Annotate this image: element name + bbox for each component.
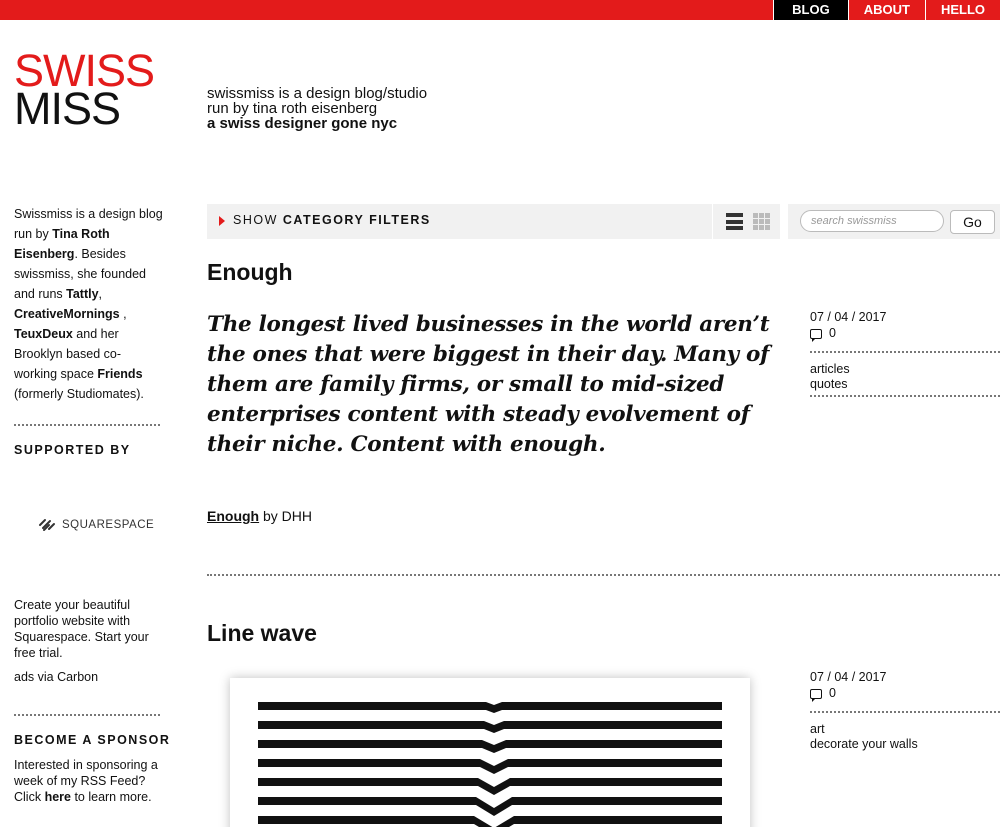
meta-divider bbox=[810, 395, 1000, 397]
creativemornings-link[interactable]: CreativeMornings bbox=[14, 307, 120, 321]
squarespace-ad-logo[interactable] bbox=[38, 518, 154, 532]
intro-text-1: Swissmiss is a design blog run by bbox=[14, 207, 163, 241]
ads-via-carbon[interactable]: ads via Carbon bbox=[14, 670, 99, 684]
logo-line-2: MISS bbox=[14, 83, 121, 134]
tagline-line-3: a swiss designer gone nyc bbox=[207, 115, 398, 132]
post-title[interactable]: Line wave bbox=[207, 620, 317, 646]
comment-count-value: 0 bbox=[829, 326, 836, 340]
comment-icon bbox=[810, 689, 822, 699]
category-filter-bar[interactable] bbox=[207, 204, 712, 239]
meta-divider bbox=[810, 711, 1000, 713]
sponsor-text-2: to learn more. bbox=[70, 790, 152, 804]
sponsor-here-link[interactable]: here bbox=[44, 790, 71, 804]
tattly-link[interactable]: Tattly bbox=[66, 287, 99, 301]
intro-text-2: . Besides swissmiss, she founded and runs bbox=[14, 247, 147, 301]
post-meta bbox=[810, 670, 1000, 752]
site-tagline bbox=[207, 86, 427, 131]
tag-link[interactable]: articles bbox=[810, 362, 850, 376]
top-nav bbox=[773, 0, 1000, 20]
source-author: by DHH bbox=[259, 508, 313, 524]
post-tags bbox=[810, 362, 1000, 392]
site-logo[interactable] bbox=[14, 45, 164, 134]
post-quote: The longest lived businesses in the world aren’t the ones that were biggest in their day. Many of them are family firms, or small to mid-sized enterprises content with steady evolvement of their niche. Content with enough. bbox=[207, 312, 770, 457]
logo-line-1: SWISS bbox=[14, 45, 155, 96]
tag-link[interactable]: quotes bbox=[810, 377, 848, 391]
tag-link[interactable]: decorate your walls bbox=[810, 737, 918, 751]
post-tags bbox=[810, 722, 1000, 752]
line-wave-artwork bbox=[230, 678, 750, 827]
grid-view-icon[interactable] bbox=[753, 213, 770, 230]
comment-icon bbox=[810, 329, 822, 339]
comment-count[interactable] bbox=[810, 326, 1000, 341]
list-view-icon[interactable] bbox=[726, 213, 743, 230]
intro-text-5: and her Brooklyn based co-working space bbox=[14, 327, 122, 381]
friends-link[interactable]: Friends bbox=[97, 367, 143, 381]
tagline-line-1: swissmiss is a design blog/studio bbox=[207, 85, 428, 102]
comment-count-value: 0 bbox=[829, 686, 836, 700]
author-link[interactable]: Tina Roth Eisenberg bbox=[14, 227, 110, 261]
intro-text-6: (formerly Studiomates). bbox=[14, 387, 144, 401]
category-filter-toggle[interactable] bbox=[233, 213, 431, 227]
search-go-button[interactable]: Go bbox=[950, 210, 995, 234]
intro-text-4: , bbox=[119, 307, 127, 321]
nav-about-link[interactable]: ABOUT bbox=[848, 0, 925, 20]
sidebar-divider bbox=[14, 424, 160, 426]
squarespace-icon bbox=[38, 518, 56, 532]
search-bar bbox=[788, 204, 1000, 239]
teuxdeux-link[interactable]: TeuxDeux bbox=[14, 327, 73, 341]
ad-text[interactable]: Create your beautiful portfolio website with Squarespace. Start your free trial. bbox=[14, 598, 149, 660]
filter-show-text: SHOW bbox=[233, 213, 278, 227]
view-toggle bbox=[713, 204, 780, 239]
sidebar-divider-2 bbox=[14, 714, 160, 716]
post-source bbox=[207, 508, 312, 524]
sidebar-intro bbox=[14, 204, 164, 404]
meta-divider bbox=[810, 351, 1000, 353]
filter-label-text: CATEGORY FILTERS bbox=[282, 213, 431, 227]
squarespace-wordmark: SQUARESPACE bbox=[62, 519, 155, 531]
sidebar-intro-text bbox=[14, 204, 164, 404]
post-date[interactable]: 07 / 04 / 2017 bbox=[810, 670, 887, 684]
tagline-line-2: run by tina roth eisenberg bbox=[207, 100, 378, 117]
post-title[interactable]: Enough bbox=[207, 259, 293, 285]
intro-text-3: , bbox=[98, 287, 103, 301]
triangle-right-icon bbox=[219, 216, 225, 226]
post-image bbox=[230, 678, 750, 827]
source-link[interactable]: Enough bbox=[207, 508, 260, 524]
post-divider bbox=[207, 574, 1000, 576]
comment-count[interactable] bbox=[810, 686, 1000, 701]
post-date[interactable]: 07 / 04 / 2017 bbox=[810, 310, 887, 324]
search-input[interactable] bbox=[800, 210, 944, 232]
become-sponsor-heading: BECOME A SPONSOR bbox=[14, 733, 171, 747]
sponsor-text-1: Interested in sponsoring a week of my RSS Feed? Click bbox=[14, 758, 158, 804]
sponsor-text bbox=[14, 757, 160, 805]
nav-blog-link[interactable]: BLOG bbox=[773, 0, 848, 20]
nav-hello-link[interactable]: HELLO bbox=[925, 0, 1000, 20]
tag-link[interactable]: art bbox=[810, 722, 825, 736]
supported-by-heading: SUPPORTED BY bbox=[14, 443, 131, 457]
post-meta bbox=[810, 310, 1000, 397]
